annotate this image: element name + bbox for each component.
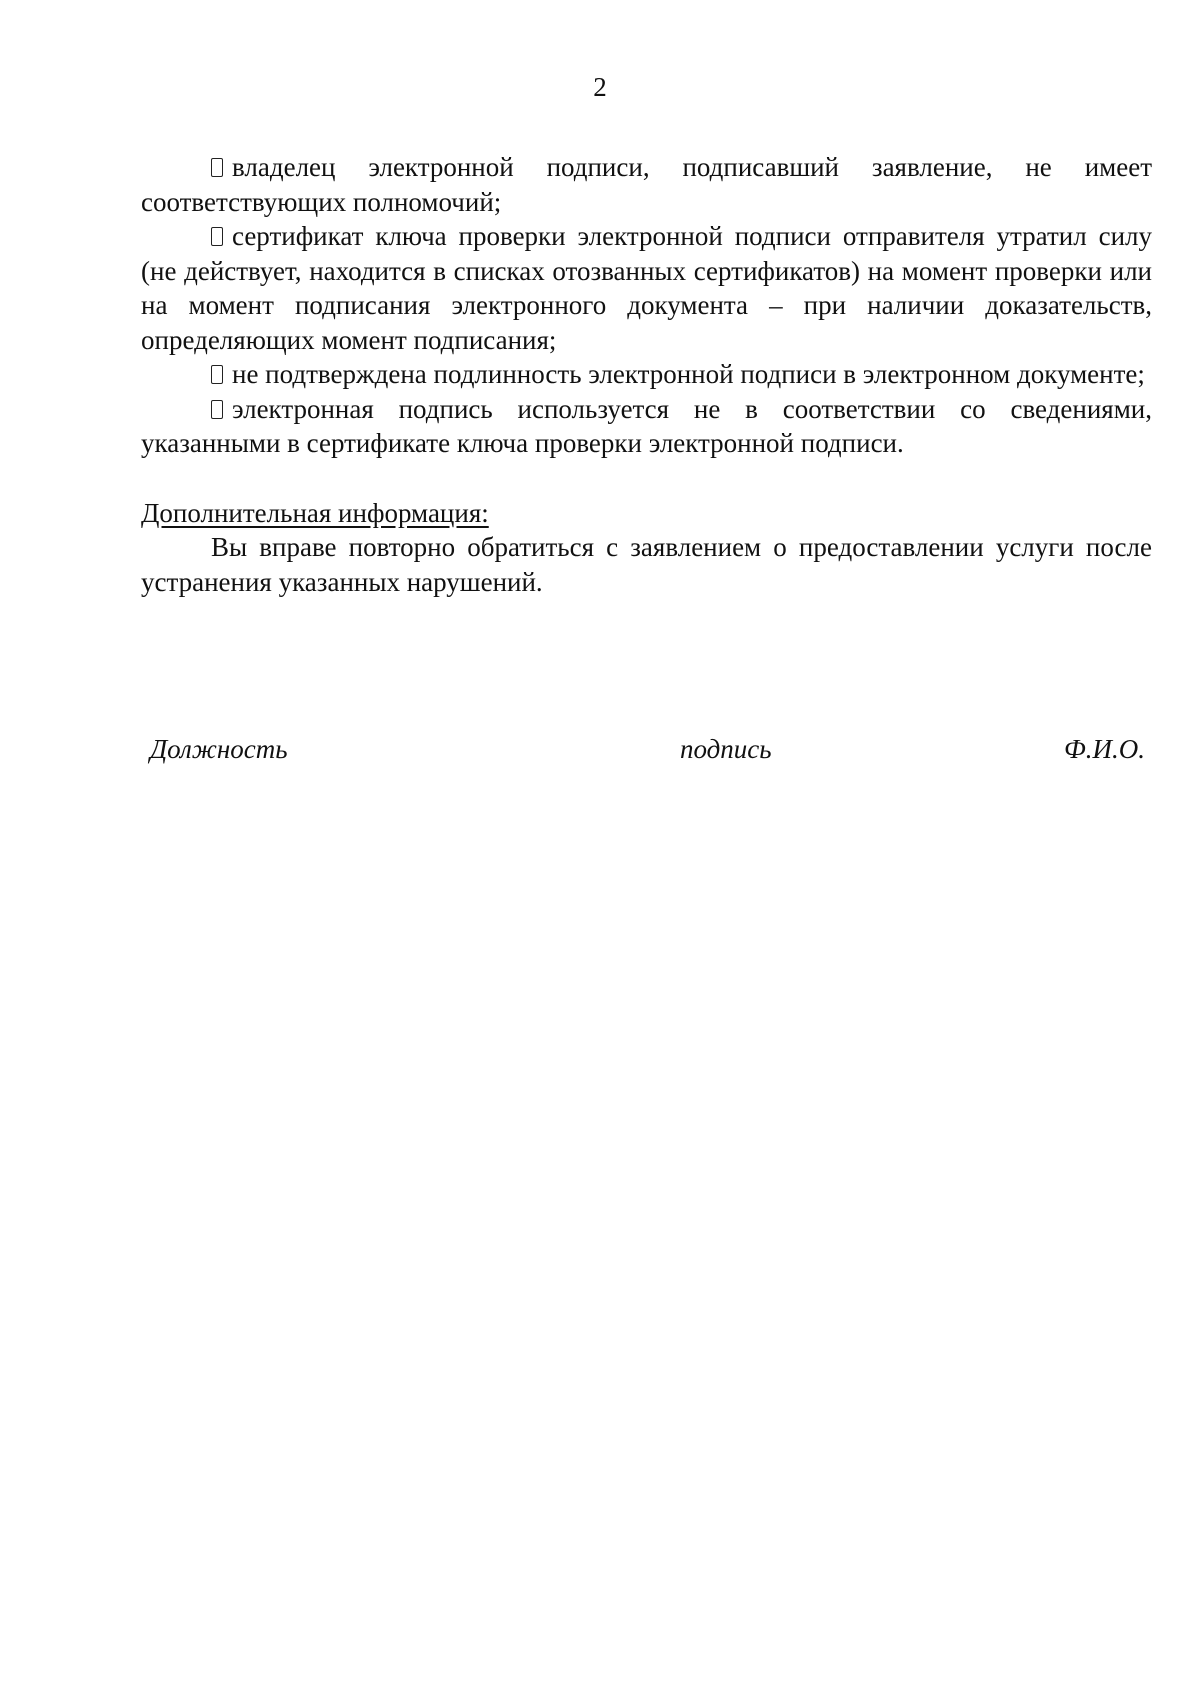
page-number: 2 (593, 72, 607, 102)
checkbox-icon (211, 227, 223, 246)
checkbox-icon (211, 365, 223, 384)
list-item-text: электронная подпись используется не в соответствии со сведениями, указанными в сертификате ключа проверки электронной подписи. (141, 393, 1152, 458)
list-item-text: владелец электронной подписи, подписавший заявление, не имеет соответствующих полномочий; (141, 152, 1152, 217)
list-item-text: не подтверждена подлинность электронной подписи в электронном документе; (232, 359, 1145, 389)
signature-block (150, 734, 1145, 774)
checkbox-icon (211, 158, 223, 177)
list-item (141, 219, 1152, 357)
list-item (141, 357, 1152, 392)
document-body (141, 150, 1152, 599)
signature-label: подпись (680, 734, 772, 764)
signature-full-name-label: Ф.И.О. (1064, 734, 1145, 764)
list-item-text: сертификат ключа проверки электронной подписи отправителя утратил силу (не действует, находится в списках отозванных сертификатов) на момент проверки или на момент подписания электронного документа – при наличии доказательств, определяющих момент подписания; (141, 221, 1152, 355)
list-item (141, 392, 1152, 461)
additional-info-title: Дополнительная информация: (141, 497, 489, 528)
list-item (141, 150, 1152, 219)
signature-position-label: Должность (150, 734, 288, 764)
checkbox-icon (211, 400, 223, 419)
additional-info-text: Вы вправе повторно обратиться с заявлением о предоставлении услуги после устранения указанных нарушений. (141, 532, 1152, 597)
